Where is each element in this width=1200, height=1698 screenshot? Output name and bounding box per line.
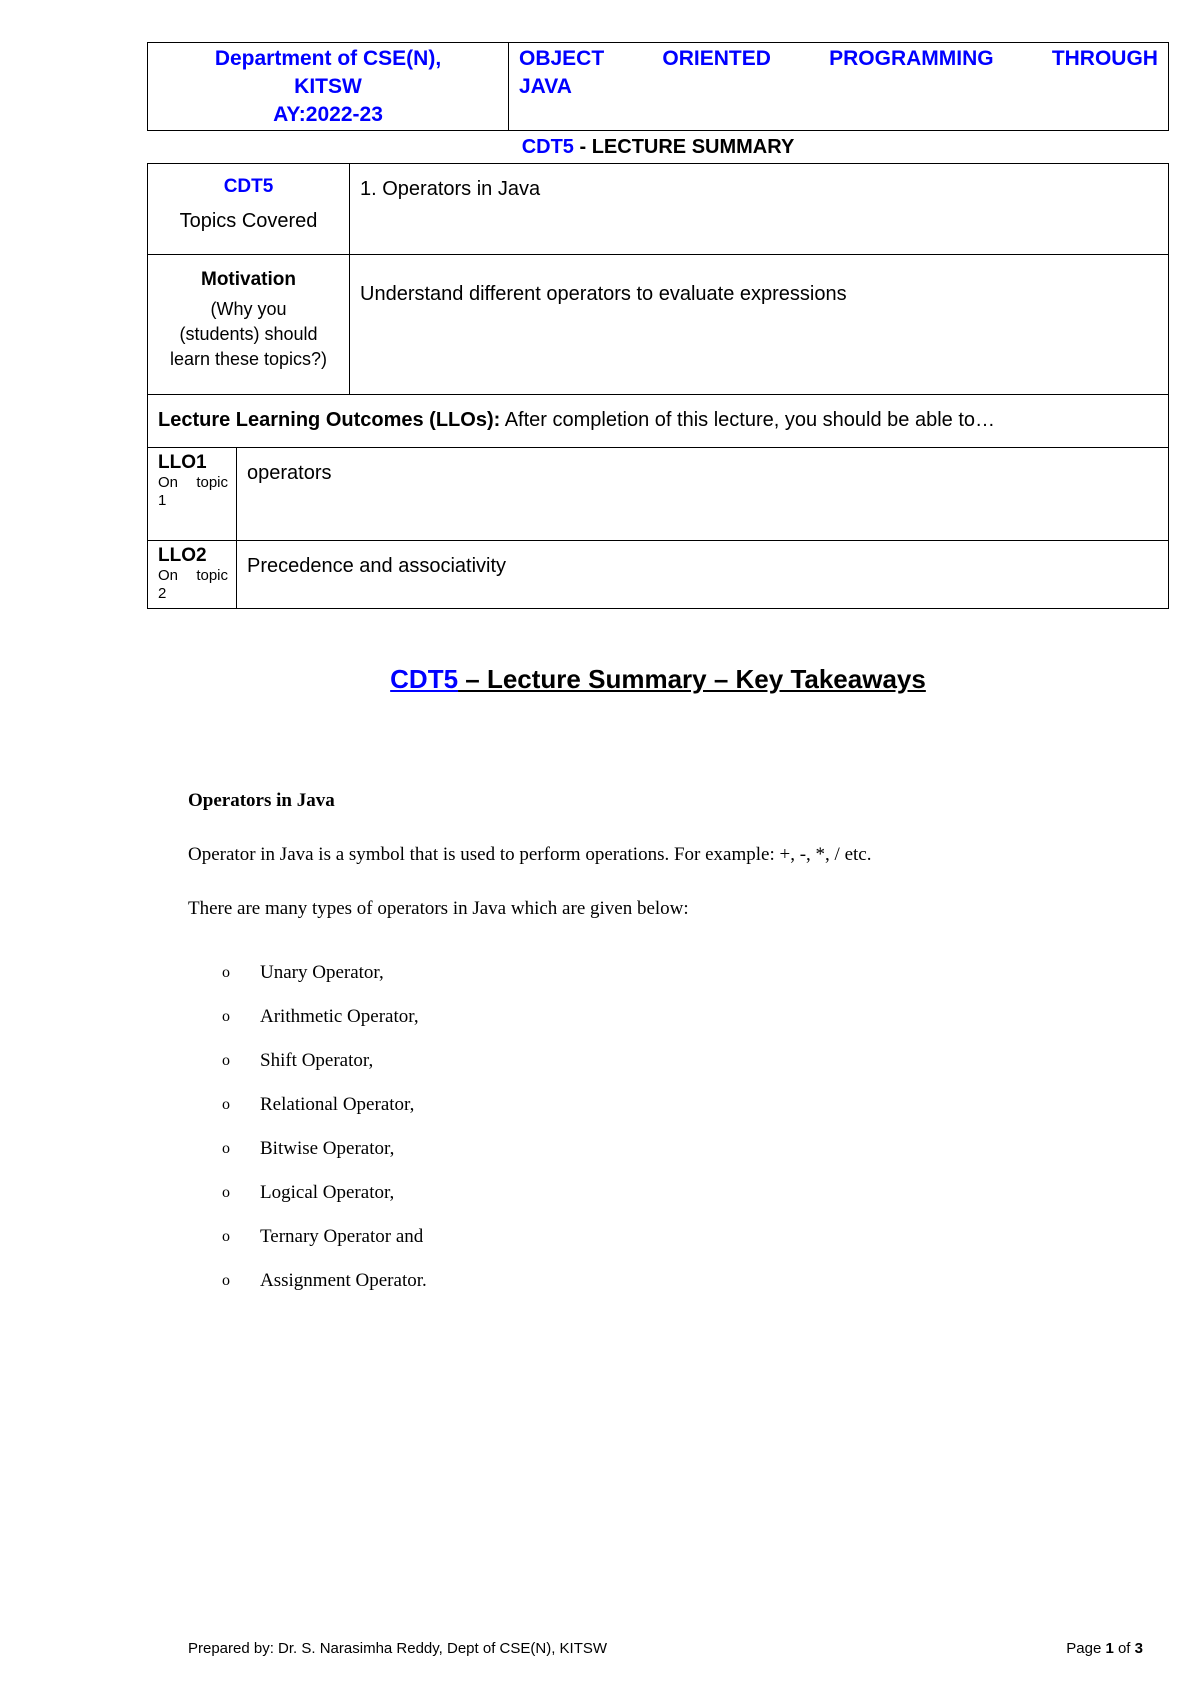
llo-on: On xyxy=(158,474,179,491)
llo-text-cell xyxy=(237,448,1169,541)
list-item-text: Assignment Operator. xyxy=(260,1270,427,1291)
course-word: ORIENTED xyxy=(662,47,771,70)
motivation-label: Motivation xyxy=(201,269,296,290)
motivation-row xyxy=(148,255,1169,395)
list-item-text: Ternary Operator and xyxy=(260,1226,424,1247)
bullet-icon: o xyxy=(222,1272,230,1289)
summary-code: CDT5 xyxy=(521,136,574,158)
list-item xyxy=(222,1006,427,1050)
llo-row xyxy=(148,448,1169,541)
llo-label-cell xyxy=(148,448,237,541)
list-item xyxy=(222,1094,427,1138)
list-item xyxy=(222,1182,427,1226)
llo-topic-num: 2 xyxy=(158,585,167,602)
llo-intro-label: Lecture Learning Outcomes (LLOs): xyxy=(158,409,501,431)
topics-value-cell xyxy=(350,164,1169,255)
llo-topic-num: 1 xyxy=(158,492,167,509)
paragraph: Operator in Java is a symbol that is used to perform operations. For example: +, -, *, / etc. xyxy=(188,844,872,865)
bullet-icon: o xyxy=(222,1008,230,1025)
page-total: 3 xyxy=(1134,1640,1143,1657)
llo-id: LLO1 xyxy=(158,452,207,473)
operator-list xyxy=(222,962,427,1314)
course-word: OBJECT xyxy=(519,47,605,70)
list-item-text: Relational Operator, xyxy=(260,1094,415,1115)
llo-text: Precedence and associativity xyxy=(247,555,507,577)
summary-title-text: - LECTURE SUMMARY xyxy=(573,136,795,158)
list-item xyxy=(222,1138,427,1182)
list-item-text: Shift Operator, xyxy=(260,1050,374,1071)
page-of: of xyxy=(1113,1640,1135,1657)
prepared-by: Prepared by: Dr. S. Narasimha Reddy, Dept of CSE(N), KITSW xyxy=(188,1640,608,1657)
bullet-icon: o xyxy=(222,1052,230,1069)
list-item xyxy=(222,1050,427,1094)
motivation-value: Understand different operators to evaluate expressions xyxy=(360,283,847,305)
list-item-text: Unary Operator, xyxy=(260,962,384,983)
llo-label-cell xyxy=(148,541,237,609)
bullet-icon: o xyxy=(222,1096,230,1113)
takeaway-title: – Lecture Summary – Key Takeaways xyxy=(458,664,926,694)
header-table xyxy=(147,42,1169,131)
list-item-text: Logical Operator, xyxy=(260,1182,395,1203)
llo-id: LLO2 xyxy=(158,545,207,566)
bullet-icon: o xyxy=(222,1228,230,1245)
key-takeaways-heading xyxy=(147,664,1169,695)
topics-label: Topics Covered xyxy=(179,210,318,232)
page-current: 1 xyxy=(1105,1640,1114,1657)
takeaway-code: CDT5 xyxy=(390,664,459,694)
bullet-icon: o xyxy=(222,964,230,981)
lecture-summary-title xyxy=(147,134,1169,160)
department-name: Department of CSE(N), xyxy=(214,46,442,70)
motivation-value-cell xyxy=(350,255,1169,395)
page-footer xyxy=(188,1640,1143,1657)
section-heading: Operators in Java xyxy=(188,790,335,811)
course-word: JAVA xyxy=(519,75,572,98)
llo-intro-row xyxy=(148,395,1169,448)
topics-value: 1. Operators in Java xyxy=(360,178,541,200)
topics-label-cell xyxy=(148,164,350,255)
llo-intro-cell xyxy=(148,395,1169,448)
page-number xyxy=(1066,1640,1143,1657)
institute-name: KITSW xyxy=(294,74,362,98)
motivation-sub: (Why you xyxy=(210,299,287,319)
list-item-text: Arithmetic Operator, xyxy=(260,1006,419,1027)
course-title-cell xyxy=(509,43,1168,130)
llo-topic: topic xyxy=(196,474,228,491)
academic-year: AY:2022-23 xyxy=(273,102,383,126)
bullet-icon: o xyxy=(222,1184,230,1201)
course-word: THROUGH xyxy=(1051,47,1158,70)
bullet-icon: o xyxy=(222,1140,230,1157)
llo-row xyxy=(148,541,1169,609)
paragraph: There are many types of operators in Java which are given below: xyxy=(188,898,689,919)
llo-text-cell xyxy=(237,541,1169,609)
motivation-label-cell xyxy=(148,255,350,395)
motivation-sub: (students) should xyxy=(179,324,318,344)
list-item xyxy=(222,1226,427,1270)
llo-intro-text: After completion of this lecture, you should be able to… xyxy=(500,409,995,431)
topics-row xyxy=(148,164,1169,255)
llo-on: On xyxy=(158,567,179,584)
list-item xyxy=(222,1270,427,1314)
page-prefix: Page xyxy=(1066,1640,1106,1657)
course-word: PROGRAMMING xyxy=(829,47,994,70)
list-item xyxy=(222,962,427,1006)
llo-topic: topic xyxy=(196,567,228,584)
lecture-summary-table xyxy=(147,163,1169,609)
department-cell xyxy=(148,43,509,130)
motivation-sub: learn these topics?) xyxy=(169,349,328,369)
list-item-text: Bitwise Operator, xyxy=(260,1138,395,1159)
topics-code: CDT5 xyxy=(223,176,274,197)
llo-text: operators xyxy=(247,462,332,484)
